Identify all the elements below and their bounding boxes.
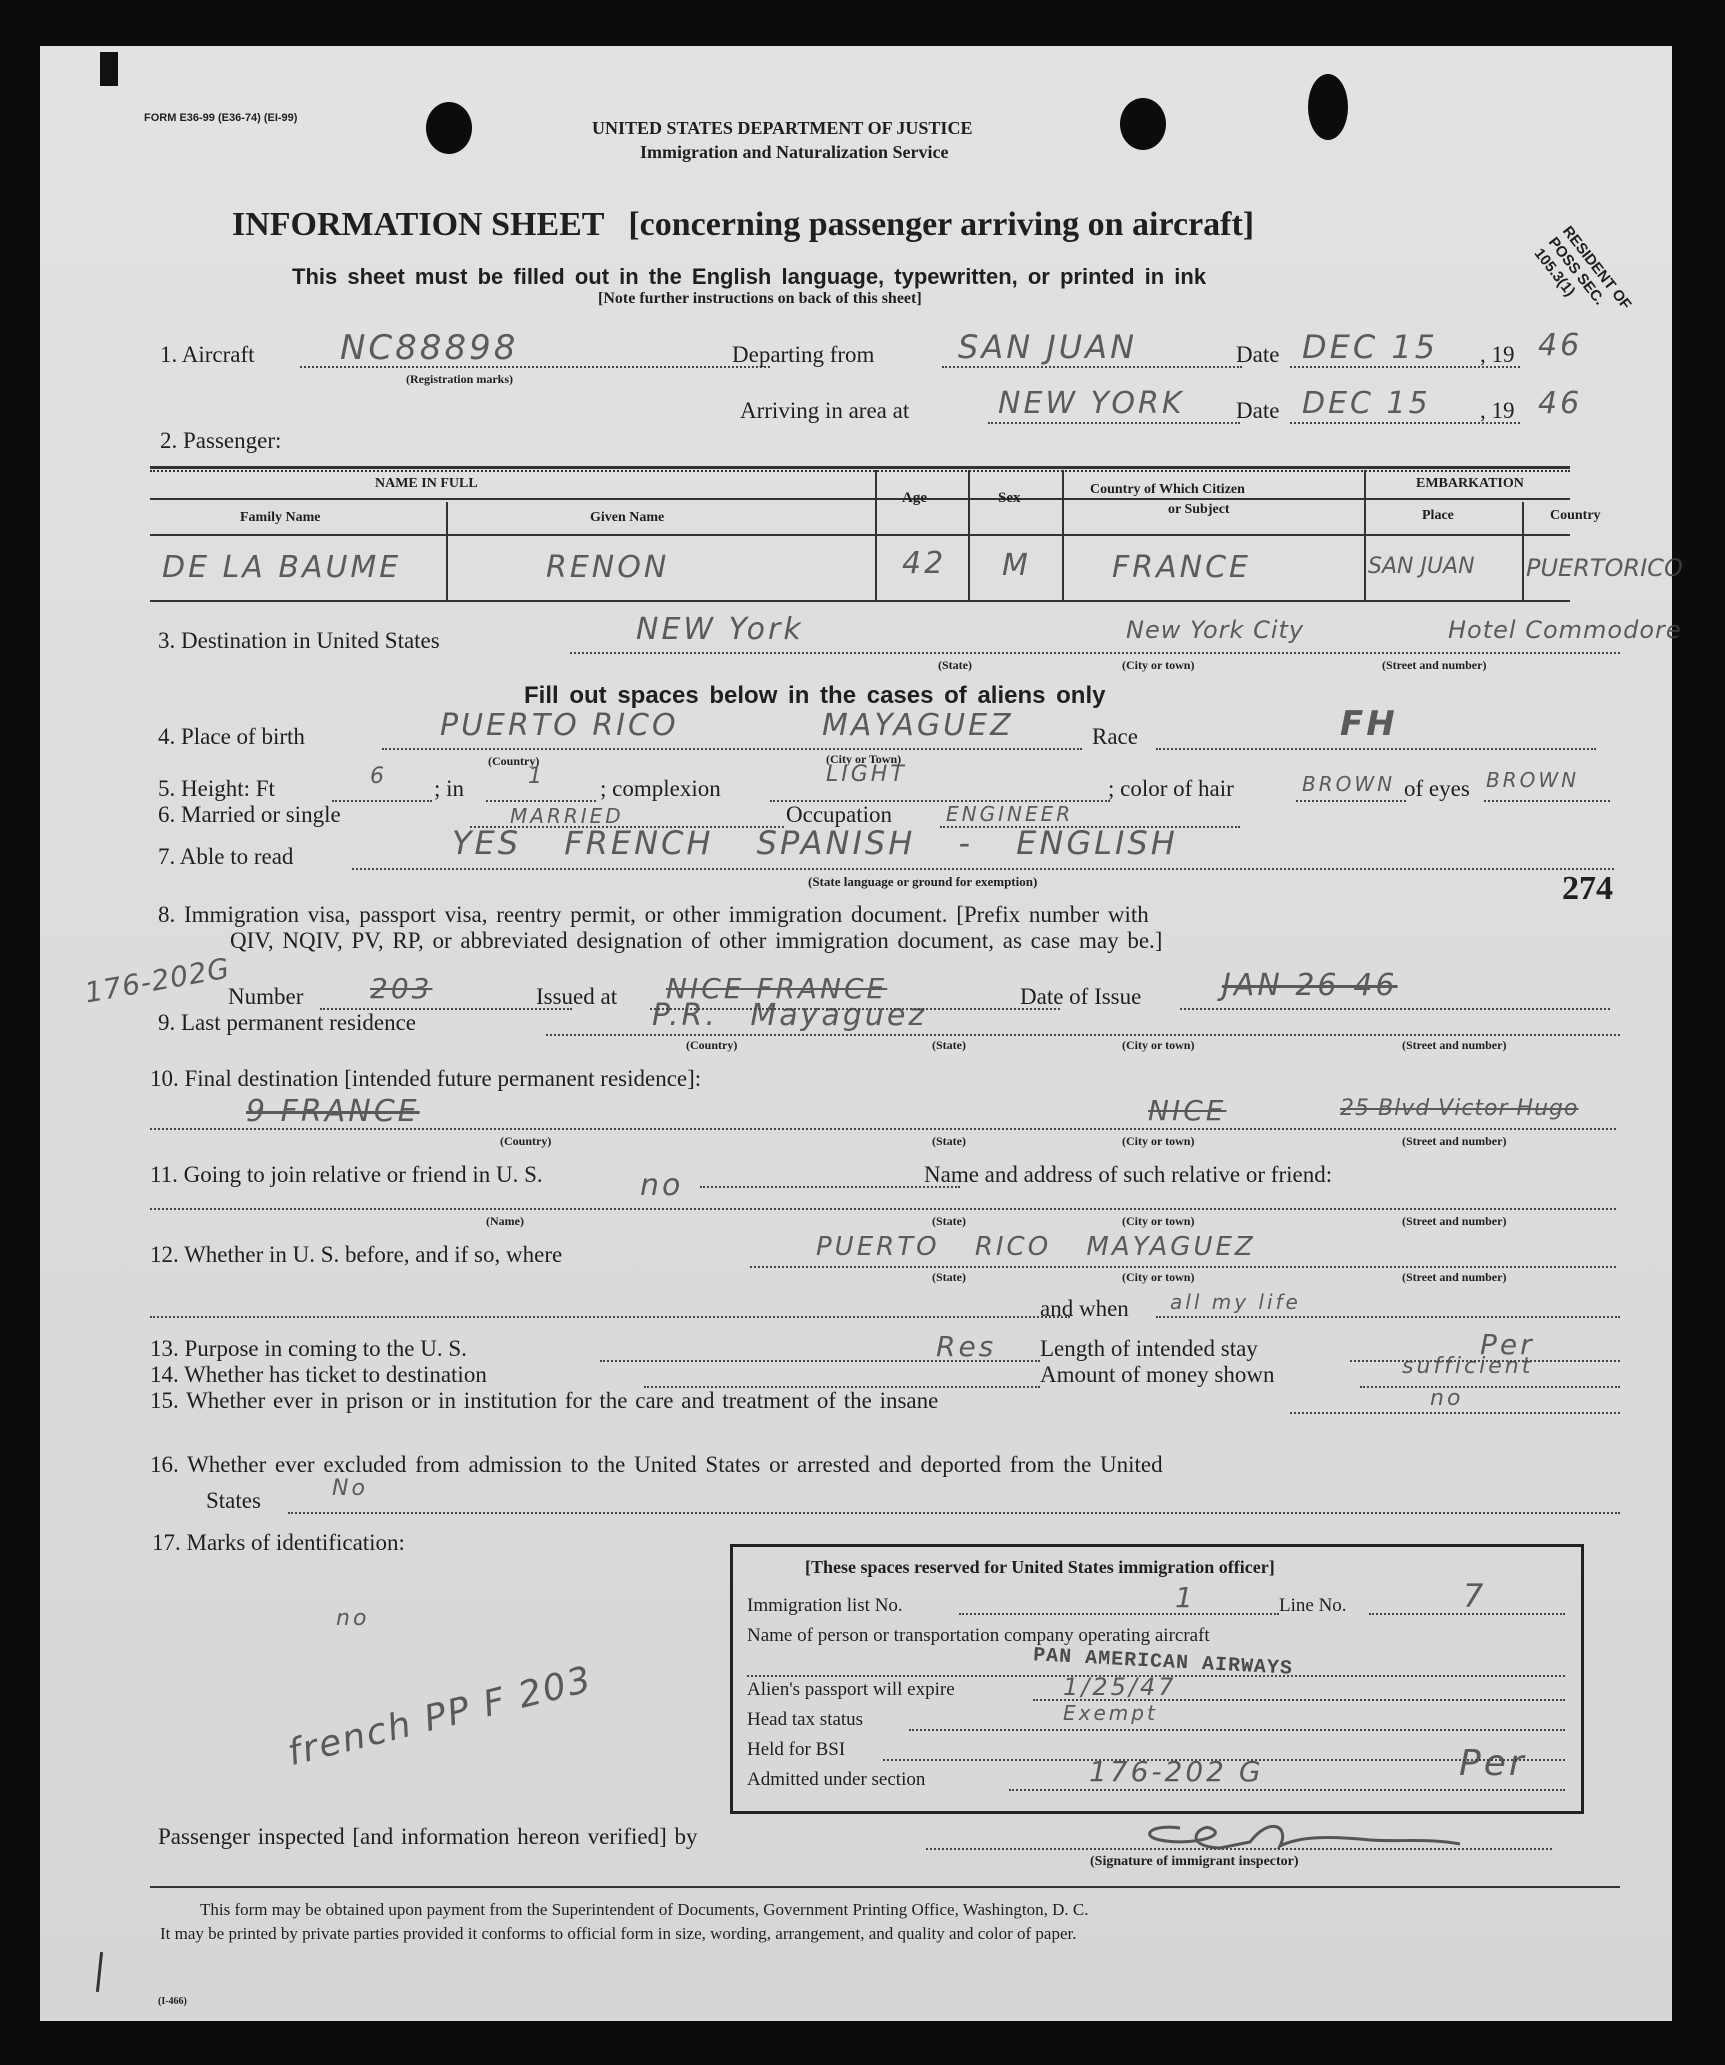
destination-city-caption: (City or town)	[1122, 658, 1195, 672]
country-value: FRANCE	[1112, 550, 1251, 585]
join-name-line	[150, 1208, 1616, 1210]
visa-label-line1: 8. Immigration visa, passport visa, reentry permit, or other immigration document. [Prefix number with	[158, 902, 1149, 927]
read-line	[352, 868, 1614, 870]
aircraft-value: NC88898	[340, 328, 519, 368]
aliens-heading: Fill out spaces below in the cases of aliens only	[524, 682, 1106, 709]
date-issue-value: JAN 26-46	[1222, 968, 1398, 1003]
money-value: sufficient	[1402, 1354, 1534, 1379]
height-in-label: ; in	[434, 776, 465, 801]
birth-city-value: MAYAGUEZ	[822, 708, 1014, 743]
residence-country-caption: (Country)	[686, 1038, 738, 1052]
headtax-line	[909, 1729, 1565, 1731]
stay-label: Length of intended stay	[1040, 1336, 1258, 1361]
arriving-date: DEC 15	[1302, 386, 1431, 421]
join-name-caption: (Name)	[486, 1214, 524, 1228]
company-stamp: PAN AMERICAN AIRWAYS	[1032, 1644, 1294, 1681]
aircraft-label: 1. Aircraft	[160, 342, 255, 367]
officer-box	[730, 1544, 1584, 1814]
bsi-label: Held for BSI	[747, 1739, 846, 1760]
ticket-label: 14. Whether has ticket to destination	[150, 1362, 487, 1387]
arriving-label: Arriving in area at	[740, 398, 910, 423]
issued-value: NICE FRANCE	[666, 972, 888, 1005]
destination-state-caption: (State)	[938, 658, 972, 672]
arriving-value: NEW YORK	[998, 386, 1185, 421]
footer-note-1: This form may be obtained upon payment from the Superintendent of Documents, Government Printing Office, Washington, D. C.	[200, 1900, 1089, 1919]
document-sheet	[40, 46, 1683, 2021]
residence-value: P.R. Mayaguez	[652, 998, 928, 1033]
emb-country-header: Country	[1550, 508, 1601, 523]
residence-street-caption: (Street and number)	[1402, 1038, 1507, 1052]
punch-hole-right	[1308, 74, 1348, 140]
given-name-header: Given Name	[590, 510, 665, 525]
birth-country-value: PUERTO RICO	[440, 708, 679, 743]
passenger-table	[150, 466, 1683, 602]
complexion-value: LIGHT	[826, 762, 907, 787]
purpose-value: Res	[936, 1330, 997, 1363]
race-label: Race	[1092, 724, 1138, 749]
destination-line	[570, 652, 1620, 654]
departing-label: Departing from	[732, 342, 875, 367]
excluded-label: 16. Whether ever excluded from admission to the United States or arrested and deported from the United	[150, 1452, 1163, 1477]
visa-number-label: Number	[228, 984, 304, 1009]
race-line	[1156, 748, 1596, 750]
embark-place-value: SAN JUAN	[1368, 554, 1475, 579]
inspected-label: Passenger inspected [and information hereon verified] by	[158, 1824, 698, 1849]
final-city-caption: (City or town)	[1122, 1134, 1195, 1148]
height-in-value: 1	[528, 764, 545, 789]
age-value: 42	[902, 546, 947, 581]
stay-value: Per	[1480, 1328, 1535, 1361]
final-dest-label: 10. Final destination [intended future permanent residence]:	[150, 1066, 702, 1091]
birth-country-caption: (Country)	[488, 754, 540, 768]
headtax-value: Exempt	[1063, 1701, 1158, 1725]
date-issue-label: Date of Issue	[1020, 984, 1142, 1009]
family-name-value: DE LA BAUME	[162, 550, 402, 585]
passport-value: 1/25/47	[1063, 1673, 1177, 1701]
departing-year: 46	[1538, 328, 1583, 363]
list-label: Immigration list No.	[747, 1595, 903, 1616]
country-header-1: Country of Which Citizen	[1090, 482, 1245, 497]
prison-line	[1290, 1412, 1620, 1414]
place-header: Place	[1422, 508, 1454, 523]
french-passport-note: french PP F 203	[283, 1658, 597, 1775]
departing-date-label: Date	[1236, 342, 1280, 367]
complexion-label: ; complexion	[600, 776, 721, 801]
final-street-value: 25 Blvd Victor Hugo	[1340, 1096, 1579, 1121]
occupation-label: Occupation	[786, 802, 893, 827]
prison-label: 15. Whether ever in prison or in institution for the care and treatment of the insane	[150, 1388, 939, 1413]
join-street-caption: (Street and number)	[1402, 1214, 1507, 1228]
height-ft-value: 6	[370, 764, 387, 789]
sex-header: Sex	[998, 490, 1021, 506]
line-value: 7	[1463, 1577, 1487, 1615]
punch-hole-center	[1120, 98, 1166, 150]
hair-value: BROWN	[1302, 772, 1396, 796]
before-street-caption: (Street and number)	[1402, 1270, 1507, 1284]
residence-label: 9. Last permanent residence	[158, 1010, 416, 1035]
prison-value: no	[1430, 1386, 1464, 1411]
service-heading: Immigration and Naturalization Service	[640, 142, 949, 162]
before-state-caption: (State)	[932, 1270, 966, 1284]
destination-street-value: Hotel Commodore	[1448, 616, 1682, 644]
eyes-value: BROWN	[1486, 768, 1580, 792]
before-when-value-line	[1156, 1316, 1620, 1318]
birth-label: 4. Place of birth	[158, 724, 305, 749]
resident-stamp: RESIDENT OF POSS SEC. 105.3(1)	[1530, 223, 1635, 313]
race-value: FH	[1340, 704, 1398, 744]
admitted-line	[1009, 1789, 1565, 1791]
corner-mark	[100, 52, 118, 86]
join-line	[700, 1186, 960, 1188]
before-when-line	[150, 1316, 1070, 1318]
height-label: 5. Height: Ft	[158, 776, 275, 801]
form-number: (I-466)	[158, 1996, 187, 2007]
list-line	[959, 1613, 1279, 1615]
destination-street-caption: (Street and number)	[1382, 658, 1487, 672]
final-country-value: 9 FRANCE	[246, 1094, 420, 1129]
occupation-value: ENGINEER	[946, 802, 1074, 826]
visa-number-value: 203	[370, 972, 433, 1005]
visa-label-line2: QIV, NQIV, PV, RP, or abbreviated designation of other immigration document, as case may be.]	[230, 928, 1163, 953]
embarkation-header: EMBARKATION	[1416, 476, 1524, 491]
embark-country-value: PUERTORICO	[1526, 554, 1683, 582]
married-label: 6. Married or single	[158, 802, 341, 827]
marks-value: no	[336, 1606, 370, 1631]
passport-label: Alien's passport will expire	[747, 1679, 955, 1700]
issued-label: Issued at	[536, 984, 618, 1009]
form-title	[232, 206, 1254, 244]
destination-city-value: New York City	[1126, 616, 1305, 644]
instruction-line: This sheet must be filled out in the English language, typewritten, or printed in ink	[292, 264, 1207, 289]
admitted-note: Per	[1459, 1743, 1527, 1784]
birth-line	[382, 748, 1082, 750]
states-line	[288, 1512, 1620, 1514]
number-274: 274	[1562, 870, 1613, 907]
money-line	[1360, 1386, 1620, 1388]
given-name-value: RENON	[546, 550, 670, 585]
before-when-label: and when	[1040, 1296, 1129, 1321]
height-ft-line	[332, 800, 432, 802]
departing-value: SAN JUAN	[958, 328, 1137, 366]
departing-date: DEC 15	[1302, 328, 1439, 366]
department-heading: UNITED STATES DEPARTMENT OF JUSTICE	[592, 118, 973, 138]
form-code: FORM E36-99 (E36-74) (EI-99)	[144, 112, 298, 124]
line-label: Line No.	[1279, 1595, 1347, 1616]
arriving-date-label: Date	[1236, 398, 1280, 423]
registration-caption: (Registration marks)	[406, 372, 513, 386]
passenger-label: 2. Passenger:	[160, 428, 282, 453]
officer-box-heading: [These spaces reserved for United States immigration officer]	[805, 1557, 1275, 1577]
before-when-value: all my life	[1170, 1290, 1301, 1314]
before-value: PUERTO RICO MAYAGUEZ	[816, 1232, 1256, 1262]
name-in-full-header: NAME IN FULL	[375, 476, 478, 491]
eyes-line	[1484, 800, 1610, 802]
before-city-caption: (City or town)	[1122, 1270, 1195, 1284]
final-city-value: NICE	[1148, 1094, 1227, 1127]
margin-tick	[96, 1952, 103, 1992]
arriving-year-prefix: , 19	[1480, 398, 1515, 423]
arriving-line	[988, 422, 1240, 424]
final-street-caption: (Street and number)	[1402, 1134, 1507, 1148]
residence-city-caption: (City or town)	[1122, 1038, 1195, 1052]
states-label: States	[206, 1488, 261, 1513]
birth-city-caption: (City or Town)	[826, 752, 902, 766]
marks-label: 17. Marks of identification:	[152, 1530, 405, 1555]
final-state-caption: (State)	[932, 1134, 966, 1148]
age-header: Age	[902, 490, 927, 506]
money-label: Amount of money shown	[1040, 1362, 1275, 1387]
country-header-2: or Subject	[1168, 502, 1230, 517]
destination-state-value: NEW York	[636, 612, 804, 647]
destination-label: 3. Destination in United States	[158, 628, 440, 653]
sex-value: M	[1002, 548, 1031, 583]
join-state-caption: (State)	[932, 1214, 966, 1228]
read-value: YES FRENCH SPANISH - ENGLISH	[452, 824, 1178, 862]
read-caption: (State language or ground for exemption)	[808, 874, 1038, 889]
final-country-caption: (Country)	[500, 1134, 552, 1148]
visa-margin-note: 176-202G	[82, 951, 233, 1010]
join-city-caption: (City or town)	[1122, 1214, 1195, 1228]
family-name-header: Family Name	[240, 510, 321, 525]
arriving-year: 46	[1538, 386, 1583, 421]
date-issue-line	[1180, 1008, 1610, 1010]
title-sub: [concerning passenger arriving on aircraft]	[628, 206, 1255, 243]
headtax-label: Head tax status	[747, 1709, 864, 1730]
purpose-label: 13. Purpose in coming to the U. S.	[150, 1336, 467, 1361]
join-label: 11. Going to join relative or friend in U. S.	[150, 1162, 543, 1187]
married-value: MARRIED	[510, 804, 624, 828]
join-value: no	[640, 1168, 684, 1203]
residence-line	[546, 1034, 1620, 1036]
departing-year-prefix: , 19	[1480, 342, 1515, 367]
join-name-label: Name and address of such relative or friend:	[924, 1162, 1333, 1187]
footer-note-2: It may be printed by private parties provided it conforms to official form in size, wording, arrangement, and quality and color of paper.	[160, 1924, 1077, 1943]
eyes-label: of eyes	[1404, 776, 1470, 801]
list-value: 1	[1175, 1581, 1196, 1614]
company-label: Name of person or transportation company operating aircraft	[747, 1625, 1210, 1646]
punch-hole-left	[426, 102, 472, 154]
before-label: 12. Whether in U. S. before, and if so, where	[150, 1242, 563, 1267]
read-label: 7. Able to read	[158, 844, 294, 869]
title-main: INFORMATION SHEET	[232, 206, 604, 243]
residence-state-caption: (State)	[932, 1038, 966, 1052]
admitted-value: 176-202 G	[1089, 1755, 1264, 1788]
instruction-note: [Note further instructions on back of this sheet]	[598, 290, 922, 307]
signature-caption: (Signature of immigrant inspector)	[1090, 1854, 1299, 1869]
admitted-label: Admitted under section	[747, 1769, 926, 1790]
footer-rule	[150, 1886, 1620, 1888]
hair-label: ; color of hair	[1108, 776, 1234, 801]
height-in-line	[486, 800, 596, 802]
states-value: No	[332, 1476, 368, 1501]
hair-line	[1296, 800, 1406, 802]
departing-line	[942, 366, 1242, 368]
before-line	[750, 1266, 1616, 1268]
